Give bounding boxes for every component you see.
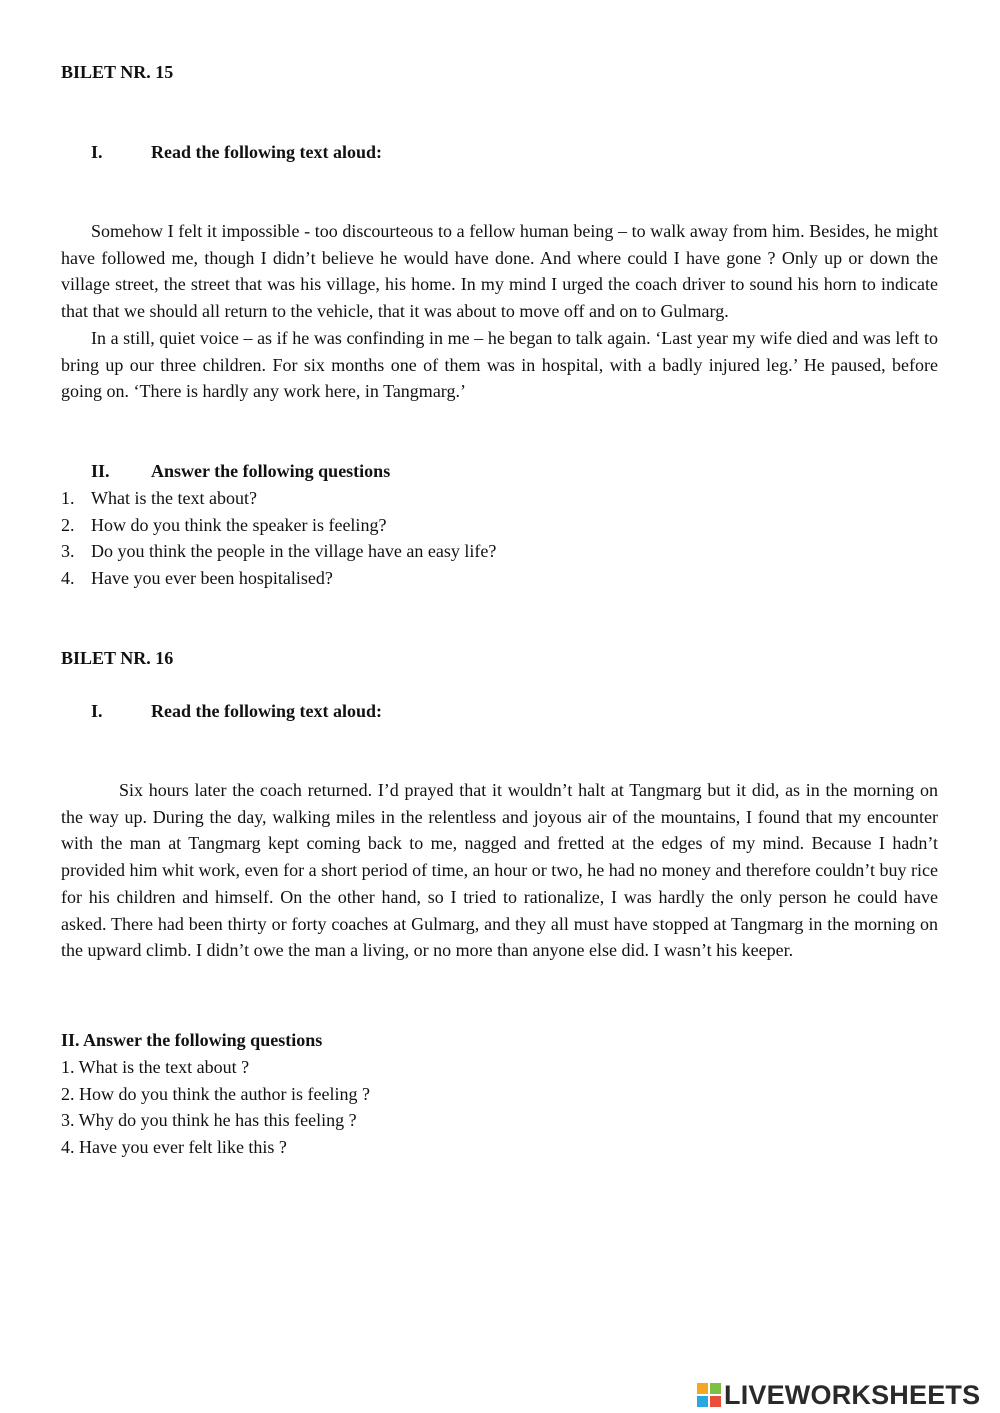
list-item: 2. How do you think the author is feeling ?: [61, 1083, 370, 1104]
paragraph: Six hours later the coach returned. I’d prayed that it wouldn’t halt at Tangmarg but it did, as in the morning on the way up. During the day, walking miles in the relentless and joyous air of the mountains, I found that my encounter with the man at Tangmarg kept coming back to me, nagged and fretted at the edges of my mind. Because I hadn’t provided him whit work, even for a short period of time, an hour or two, he had no money and therefore couldn’t buy rice for his children and himself. On the other hand, so I tried to rationalize, I was hardly the only person he could have asked. There had been thirty or forty coaches at Gulmarg, and they all must have stopped at Tangmarg in the morning on the upward climb. I didn’t owe the man a living, or no more than anyone else did. I wasn’t his keeper.: [61, 780, 938, 961]
ticket-16-questions: [61, 1054, 938, 1160]
paragraph: Somehow I felt it impossible - too discourteous to a fellow human being – to walk away from him. Besides, he might have followed me, though I didn’t believe he would have done. And where could I have gone ? Only up or down the village street, the street that was his village, his home. In my mind I urged the coach driver to sound his horn to indicate that that we should all return to the vehicle, that it was about to move off and on to Gulmarg.: [61, 221, 938, 322]
list-item: 4. Have you ever felt like this ?: [61, 1136, 287, 1157]
ticket-16-section-2-heading: II. Answer the following questions: [61, 1030, 323, 1050]
section-label: Read the following text aloud:: [151, 142, 382, 162]
list-item: 3. Why do you think he has this feeling ?: [61, 1110, 357, 1131]
logo-square: [710, 1383, 721, 1394]
list-item: 3. Do you think the people in the village have an easy life?: [61, 541, 497, 562]
section-number: I.: [91, 142, 103, 162]
section-number: II.: [91, 461, 110, 481]
list-item: 4. Have you ever been hospitalised?: [61, 567, 333, 588]
section-label: Answer the following questions: [151, 461, 391, 481]
ticket-15-section-1-heading: [91, 142, 968, 163]
ticket-16-reading-text: [61, 777, 938, 964]
ticket-15-questions: [61, 485, 938, 591]
ticket-15-section-2-heading: [91, 461, 968, 482]
ticket-16-section-1-heading: [91, 701, 968, 722]
list-item: 2. How do you think the speaker is feeling?: [61, 514, 387, 535]
logo-text: LIVEWORKSHEETS: [724, 1379, 981, 1410]
section-number: I.: [91, 701, 103, 721]
section-label: Read the following text aloud:: [151, 701, 382, 721]
liveworksheets-logo-icon: [697, 1383, 721, 1407]
logo-square: [697, 1383, 708, 1394]
list-item: 1. What is the text about ?: [61, 1057, 250, 1077]
ticket-16-title: BILET NR. 16: [61, 648, 174, 668]
ticket-15-reading-text: [61, 218, 938, 405]
ticket-15-title: BILET NR. 15: [61, 62, 174, 82]
logo-square: [710, 1396, 721, 1407]
logo-square: [697, 1396, 708, 1407]
paragraph: In a still, quiet voice – as if he was confinding in me – he began to talk again. ‘Last year my wife died and was left to bring up our three children. For six months one of them was in hospital, with a badly injured leg.’ He paused, before going on. ‘There is hardly any work here, in Tangmarg.’: [61, 327, 938, 402]
list-item: 1. What is the text about?: [61, 488, 257, 508]
liveworksheets-logo: [697, 1378, 980, 1412]
